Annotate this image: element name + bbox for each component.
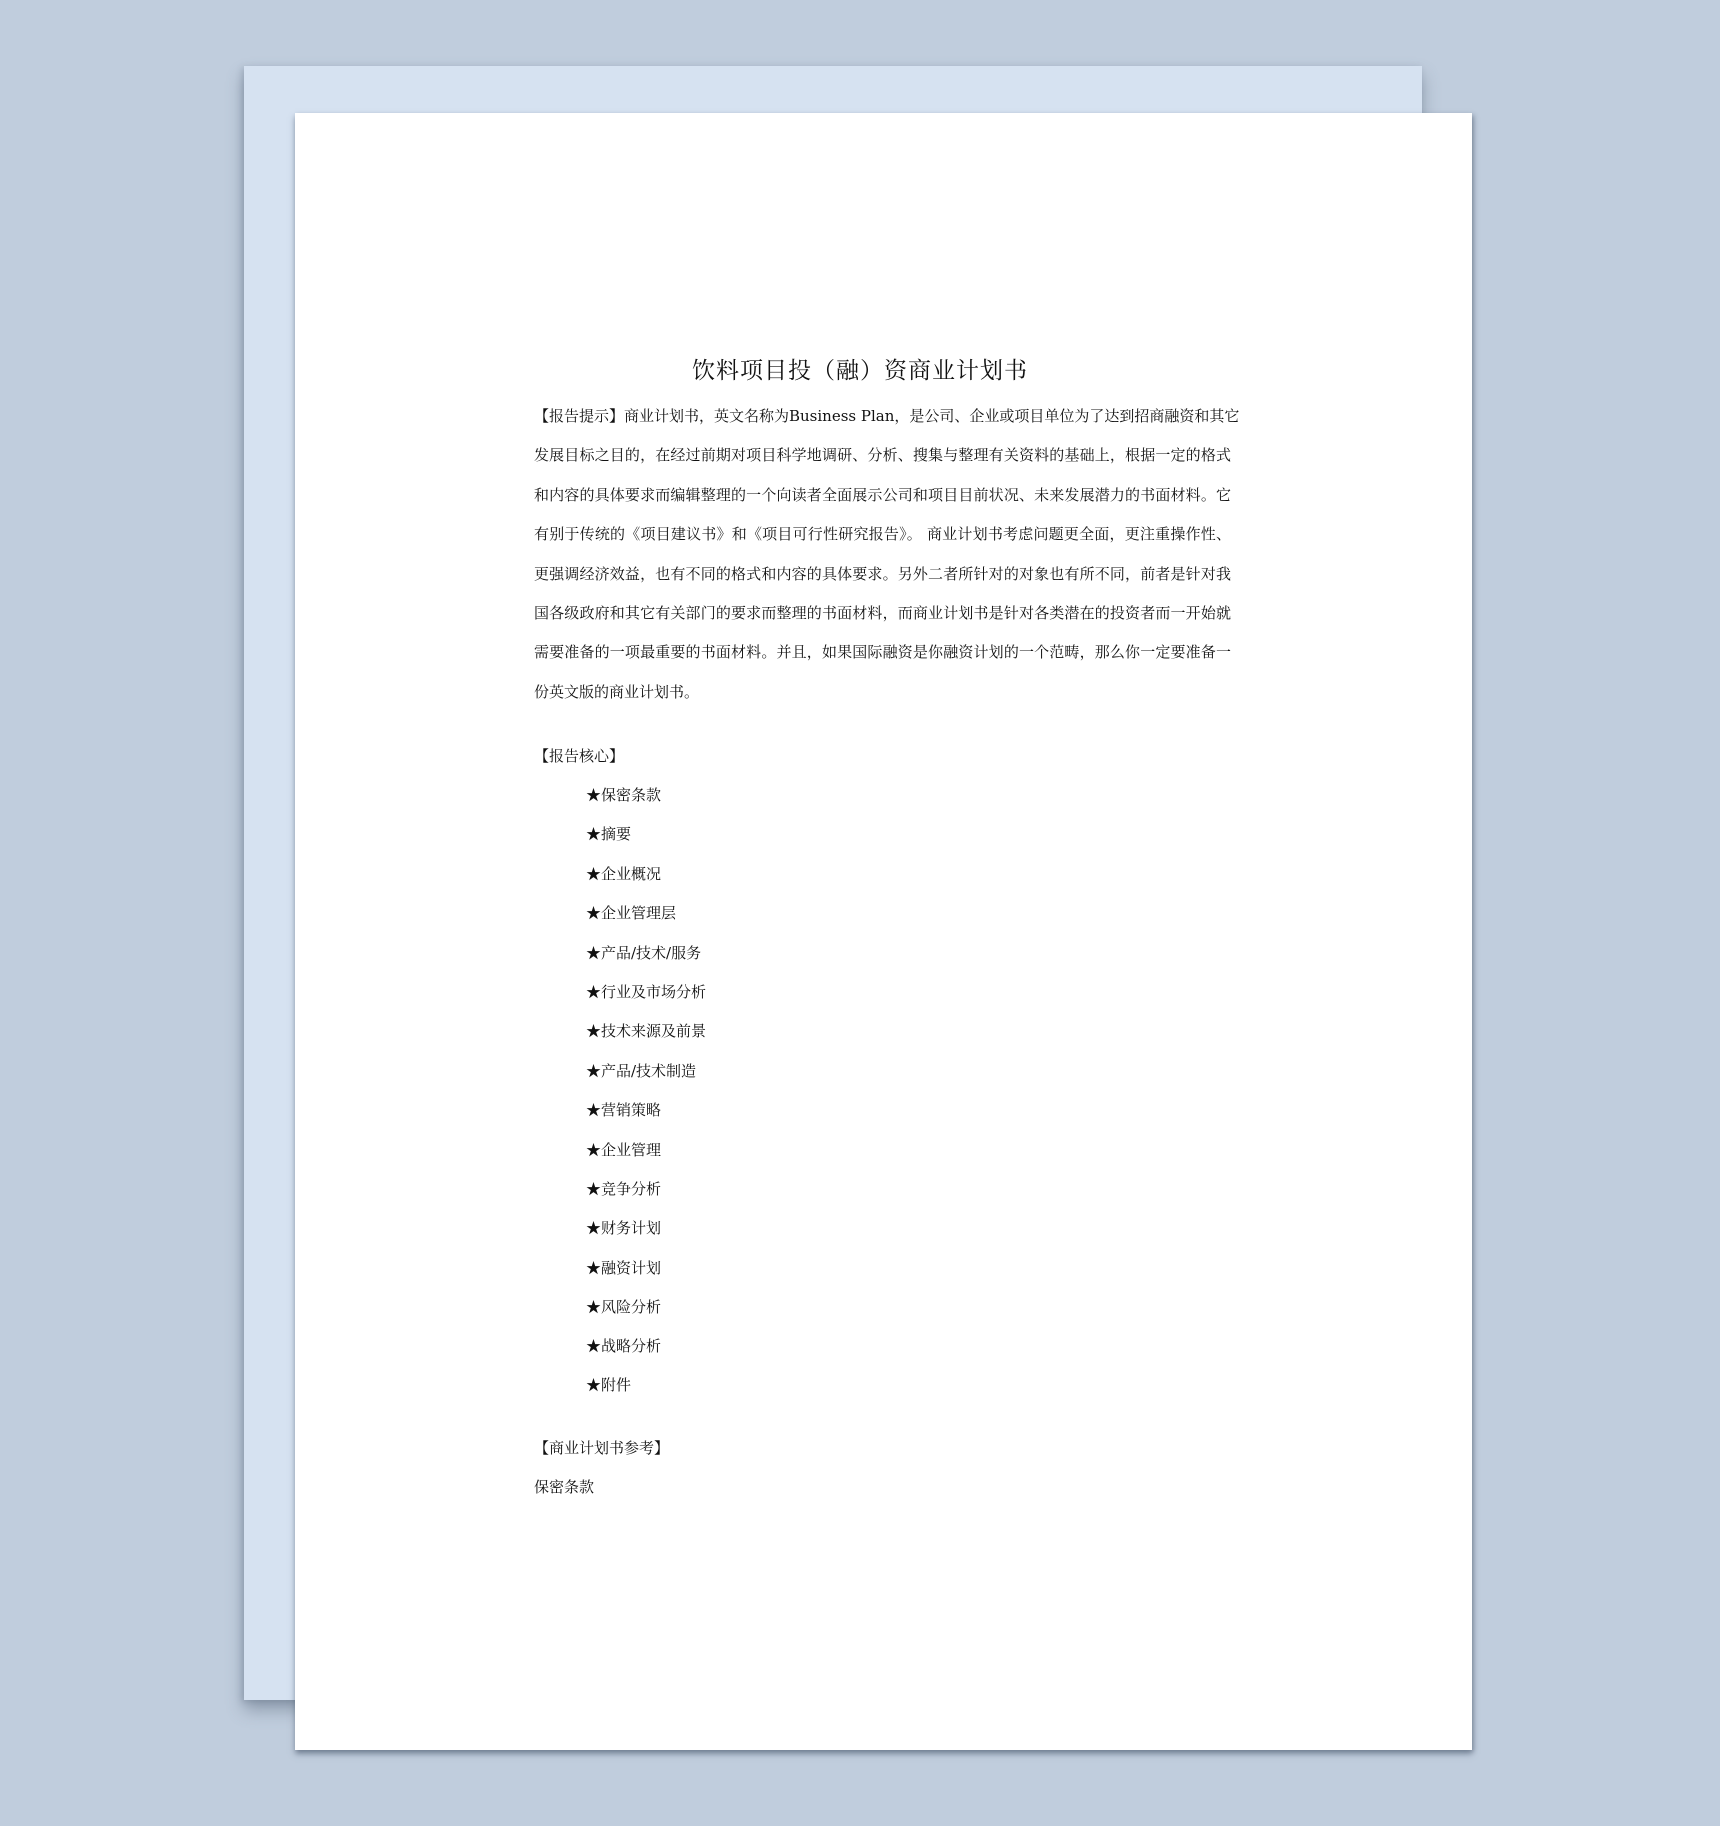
list-item: ★竞争分析 — [586, 1180, 662, 1198]
list-item: ★风险分析 — [586, 1298, 662, 1316]
list-item: ★行业及市场分析 — [586, 983, 707, 1001]
list-item: ★企业概况 — [586, 865, 662, 883]
intro-line: 国各级政府和其它有关部门的要求而整理的书面材料，而商业计划书是针对各类潜在的投资者而一开始就 — [534, 604, 1231, 622]
intro-line: 有别于传统的《项目建议书》和《项目可行性研究报告》。 商业计划书考虑问题更全面，更注重操作性、 — [534, 525, 1231, 543]
list-item: ★融资计划 — [586, 1259, 662, 1277]
list-item: ★附件 — [586, 1376, 632, 1394]
list-item: ★摘要 — [586, 825, 632, 843]
list-item: ★营销策略 — [586, 1101, 662, 1119]
list-item: ★产品/技术/服务 — [586, 944, 702, 962]
intro-line: 需要准备的一项最重要的书面材料。并且，如果国际融资是你融资计划的一个范畴，那么你一定要准备一 — [534, 643, 1231, 661]
intro-line: 【报告提示】商业计划书，英文名称为Business Plan，是公司、企业或项目单位为了达到招商融资和其它 — [534, 407, 1240, 425]
intro-line: 份英文版的商业计划书。 — [534, 683, 700, 701]
list-item: ★保密条款 — [586, 786, 662, 804]
list-item: ★企业管理层 — [586, 904, 677, 922]
list-item: ★战略分析 — [586, 1337, 662, 1355]
document-title: 饮料项目投（融）资商业计划书 — [692, 358, 1028, 384]
list-item: ★财务计划 — [586, 1219, 662, 1237]
list-item: ★产品/技术制造 — [586, 1062, 697, 1080]
intro-line: 和内容的具体要求而编辑整理的一个向读者全面展示公司和项目目前状况、未来发展潜力的书面材料。它 — [534, 486, 1231, 504]
intro-line: 发展目标之目的，在经过前期对项目科学地调研、分析、搜集与整理有关资料的基础上，根据一定的格式 — [534, 446, 1231, 464]
intro-line: 更强调经济效益，也有不同的格式和内容的具体要求。另外二者所针对的对象也有所不同，前者是针对我 — [534, 565, 1231, 583]
reference-item: 保密条款 — [534, 1478, 595, 1496]
reference-section-heading: 【商业计划书参考】 — [534, 1439, 670, 1457]
list-item: ★技术来源及前景 — [586, 1022, 707, 1040]
list-item: ★企业管理 — [586, 1141, 662, 1159]
core-section-heading: 【报告核心】 — [534, 747, 625, 765]
